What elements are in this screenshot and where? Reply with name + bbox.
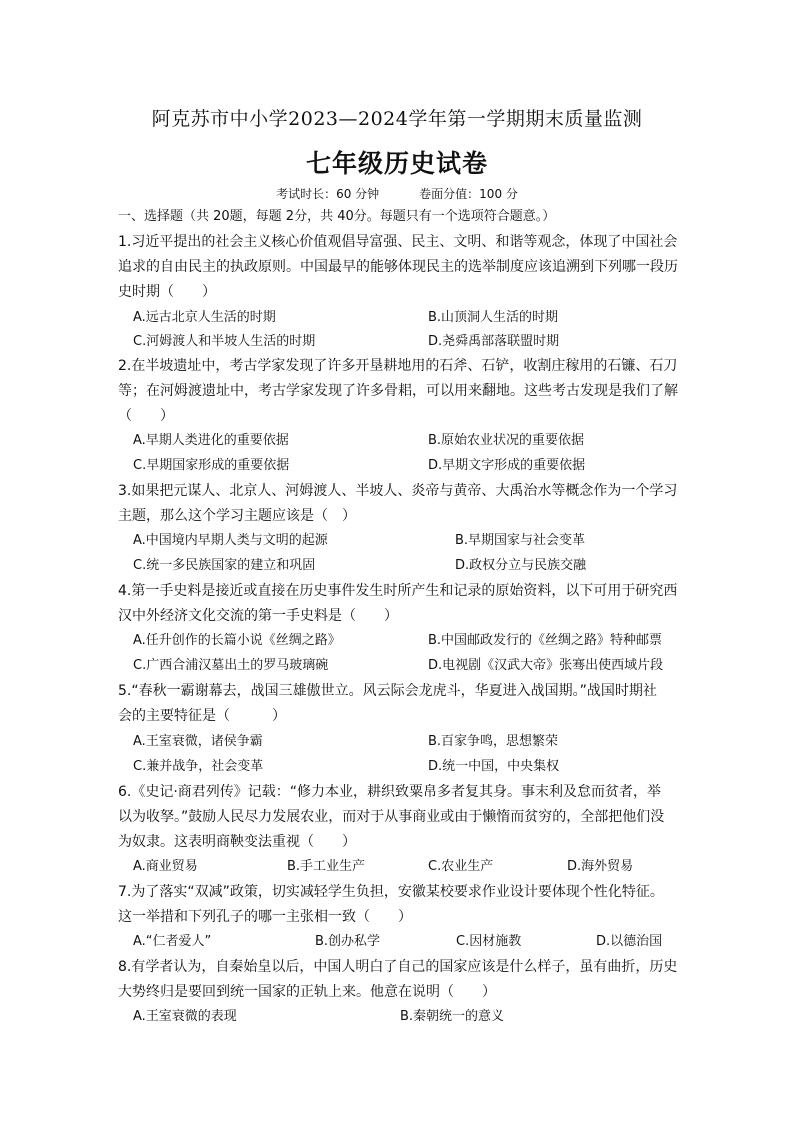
question-text: 6.《史记·商君列传》记载：“修力本业，耕织致粟帛多者复其身。事末利及怠而贫者，举 [118,784,662,800]
option-a: A.王室衰微的表现 [133,1009,237,1024]
option-d: D.海外贸易 [567,859,634,874]
question-text: 2.在半坡遗址中，考古学家发现了许多开垦耕地用的石斧、石铲，收割庄稼用的石镰、石刀 [118,358,678,374]
section-heading: 一、选择题（共 20题，每题 2分，共 40分。每题只有一个选项符合题意。） [118,209,556,224]
exam-subtitle: 七年级历史试卷 [305,149,488,178]
question-text: 汉中外经济文化交流的第一手史料是（ ） [118,608,398,624]
option-b: B.山顶洞人生活的时期 [428,310,559,325]
question-text: 史时期（ ） [118,284,216,300]
option-b: B.创办私学 [315,934,381,949]
question-text: 等；在河姆渡遗址中，考古学家发现了许多骨耜，可以用来翻地。这些考古发现是我们了解 [118,383,678,399]
exam-info [0,185,794,202]
option-c: C.早期国家形成的重要依据 [133,458,290,473]
option-c: C.农业生产 [428,859,494,874]
option-b: B.原始农业状况的重要依据 [428,433,585,448]
option-b: B.秦朝统一的意义 [400,1009,505,1024]
exam-score: 卷面分值：100 分 [419,187,518,201]
option-a: A.中国境内早期人类与文明的起源 [133,533,328,548]
option-a: A.王室衰微，诸侯争霸 [133,734,263,749]
option-d: D.统一中国，中央集权 [428,759,560,774]
option-d: D.政权分立与民族交融 [455,558,587,573]
option-c: C.广西合浦汉墓出土的罗马玻璃碗 [133,658,329,673]
question-text: 大势终归是要回到统一国家的正轨上来。他意在说明（ ） [118,984,496,1000]
question-text: 5.“春秋一霸谢幕去，战国三雄傲世立。风云际会龙虎斗，华夏进入战国期。”战国时期社 [118,683,657,699]
question-text: 1.习近平提出的社会主义核心价值观倡导富强、民主、文明、和谐等观念，体现了中国社会 [118,234,678,250]
option-b: B.手工业生产 [287,859,366,874]
option-d: D.尧舜禹部落联盟时期 [428,334,560,349]
option-a: A.远古北京人生活的时期 [133,310,276,325]
option-c: C.河姆渡人和半坡人生活的时期 [133,334,316,349]
question-text: 4.第一手史料是接近或直接在历史事件发生时所产生和记录的原始资料，以下可用于研究西 [118,583,678,599]
option-a: A.商业贸易 [133,859,198,874]
option-c: C.兼并战争，社会变革 [133,759,264,774]
option-a: A.“仁者爱人” [133,934,212,949]
exam-title: 阿克苏市中小学2023—2024学年第一学期期末质量监测 [151,108,643,130]
option-a: A.早期人类进化的重要依据 [133,433,289,448]
option-d: D.以德治国 [596,934,663,949]
option-a: A.任升创作的长篇小说《丝绸之路》 [133,633,341,648]
question-text: （ ） [118,408,174,424]
question-text: 为奴隶。这表明商鞅变法重视（ ） [118,834,356,850]
option-d: D.电视剧《汉武大帝》张骞出使西域片段 [428,658,664,673]
option-b: B.中国邮政发行的《丝绸之路》特种邮票 [428,633,663,648]
option-c: C.统一多民族国家的建立和巩固 [133,558,316,573]
question-text: 这一举措和下列孔子的哪一主张相一致（ ） [118,909,412,925]
question-text: 主题，那么这个学习主题应该是（ ） [118,508,356,524]
question-text: 7.为了落实“双减”政策，切实减轻学生负担，安徽某校要求作业设计要体现个性化特征。 [118,884,664,900]
option-b: B.百家争鸣，思想繁荣 [428,734,559,749]
option-b: B.早期国家与社会变革 [455,533,586,548]
question-text: 3.如果把元谋人、北京人、河姆渡人、半坡人、炎帝与黄帝、大禹治水等概念作为一个学习 [118,483,678,499]
exam-duration: 考试时长：60 分钟 [276,187,380,201]
option-c: C.因材施教 [456,934,522,949]
option-d: D.早期文字形成的重要依据 [428,458,586,473]
question-text: 追求的自由民主的执政原则。中国最早的能够体现民主的选举制度应该追溯到下列哪一段历 [118,259,678,275]
question-text: 以为收孥。”鼓励人民尽力发展农业，而对于从事商业或由于懒惰而贫穷的，全部把他们没 [118,809,665,825]
question-text: 会的主要特征是（ ） [118,708,286,724]
question-text: 8.有学者认为，自秦始皇以后，中国人明白了自己的国家应该是什么样子，虽有曲折，历史 [118,959,678,975]
